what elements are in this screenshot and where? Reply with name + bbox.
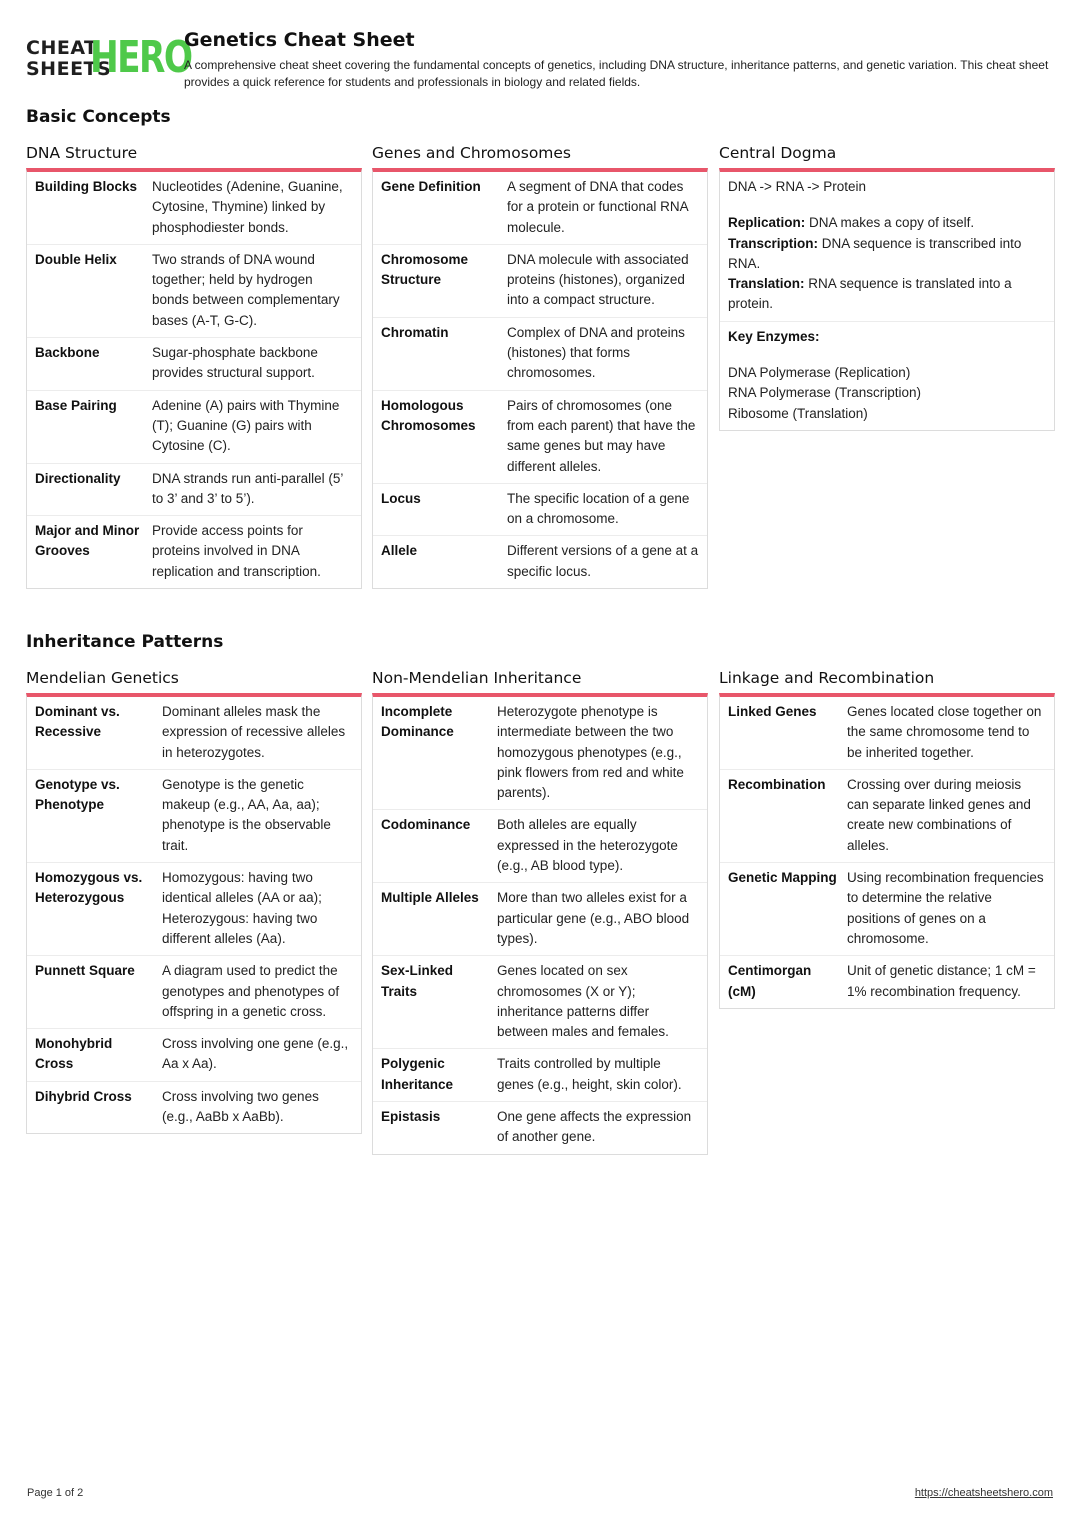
definition: Genotype is the genetic makeup (e.g., AA, Aa, aa); phenotype is the observable trait. (162, 776, 331, 853)
definition: More than two alleles exist for a particular gene (e.g., ABO blood types). (497, 890, 690, 946)
card-body (372, 168, 708, 589)
definition: Dominant alleles mask the expression of recessive alleles in heterozygotes. (162, 704, 346, 760)
card-body (26, 168, 362, 589)
card-mendelian-genetics (26, 667, 362, 1134)
table-row (720, 697, 1054, 770)
card-title: Linkage and Recombination (719, 669, 935, 687)
term: Monohybrid Cross (35, 1036, 113, 1072)
site-link[interactable]: https://cheatsheetshero.com (914, 1487, 1053, 1499)
cheatsheetshero-logo[interactable] (26, 32, 192, 83)
dogma-flow: DNA -> RNA -> Protein (728, 179, 867, 194)
definition: Nucleotides (Adenine, Guanine, Cytosine, Thymine) linked by phosphodiester bonds. (152, 179, 343, 235)
table-row (373, 536, 707, 588)
table-row (27, 1082, 361, 1134)
key-enzymes (720, 322, 1054, 430)
table-row (27, 245, 361, 338)
definition: Using recombination frequencies to determine the relative positions of genes on a chromosome. (847, 870, 1044, 946)
term: Polygenic Inheritance (381, 1056, 454, 1092)
definition: DNA strands run anti-parallel (5’ to 3’ and 3’ to 5’). (152, 470, 343, 506)
term: Double Helix (35, 251, 117, 267)
definition: DNA molecule with associated proteins (histones), organized into a compact structure. (507, 251, 689, 308)
definition: Provide access points for proteins involved in DNA replication and transcription. (152, 523, 321, 579)
central-dogma-summary (720, 172, 1054, 322)
definition: Sugar-phosphate backbone provides structural support. (152, 345, 318, 381)
transcription-label: Transcription: (728, 235, 819, 251)
definition: Complex of DNA and proteins (histones) that forms chromosomes. (507, 324, 685, 381)
card-non-mendelian-inheritance (372, 667, 708, 1155)
term: Incomplete Dominance (381, 704, 454, 740)
card-title: Genes and Chromosomes (372, 144, 572, 162)
table-row (373, 810, 707, 883)
table-row (27, 464, 361, 517)
term: Homozygous vs. Heterozygous (35, 870, 143, 906)
term: Multiple Alleles (381, 890, 479, 906)
table-row (27, 1029, 361, 1082)
card-body (26, 693, 362, 1134)
table-row (373, 172, 707, 245)
card-genes-and-chromosomes (372, 142, 708, 589)
definition: Different versions of a gene at a specific locus. (507, 543, 699, 579)
enzyme-item: RNA Polymerase (Transcription) (728, 385, 922, 401)
card-title: Mendelian Genetics (26, 669, 179, 687)
term: Recombination (728, 776, 826, 792)
page-description: A comprehensive cheat sheet covering the fundamental concepts of genetics, including DNA structure, inheritance patterns, and genetic variation. This cheat sheet provides a quick reference for students and professionals in biology and related fields. (184, 58, 1049, 89)
term: Genotype vs. Phenotype (35, 776, 120, 813)
definition: Two strands of DNA wound together; held by hydrogen bonds between complementary bases (A-T, G-C). (152, 251, 340, 328)
term: Chromatin (381, 324, 449, 340)
card-body (372, 693, 708, 1155)
table-row (373, 1102, 707, 1154)
enzyme-item: DNA Polymerase (Replication) (728, 365, 911, 381)
transcription-text: DNA sequence is transcribed into RNA. (728, 235, 1022, 271)
table-row (373, 883, 707, 956)
definition: Cross involving two genes (e.g., AaBb x AaBb). (162, 1088, 319, 1125)
table-row (373, 245, 707, 318)
replication-label: Replication: (728, 215, 806, 231)
table-row (373, 956, 707, 1049)
term: Homologous Chromosomes (381, 397, 476, 433)
term: Allele (381, 543, 418, 559)
table-row (27, 697, 361, 770)
definition: Adenine (A) pairs with Thymine (T); Guanine (G) pairs with Cytosine (C). (152, 397, 340, 454)
term: Directionality (35, 470, 121, 486)
definition: Genes located on sex chromosomes (X or Y); inheritance patterns differ between males and females. (497, 963, 669, 1040)
card-title: Non-Mendelian Inheritance (372, 669, 582, 687)
section-title-inheritance-patterns: Inheritance Patterns (26, 632, 224, 652)
definition: Traits controlled by multiple genes (e.g., height, skin color). (497, 1056, 682, 1092)
table-row (27, 172, 361, 245)
definition: A diagram used to predict the genotypes and phenotypes of offspring in a genetic cross. (162, 963, 340, 1019)
definition: The specific location of a gene on a chromosome. (507, 490, 690, 527)
table-row (27, 863, 361, 956)
term: Dominant vs. Recessive (35, 704, 120, 740)
enzyme-item: Ribosome (Translation) (728, 405, 868, 421)
term: Punnett Square (35, 963, 135, 979)
card-linkage-and-recombination (719, 667, 1055, 1009)
logo-sheets-text: SHEETS (26, 58, 112, 80)
definition: Heterozygote phenotype is intermediate between the two homozygous phenotypes (e.g., pink flowers from red and white parents). (497, 704, 684, 801)
card-title: Central Dogma (719, 144, 837, 162)
definition: Unit of genetic distance; 1 cM = 1% recombination frequency. (847, 963, 1036, 999)
definition: Crossing over during meiosis can separate linked genes and create new combinations of alleles. (847, 776, 1031, 853)
table-row (373, 697, 707, 810)
table-row (373, 1049, 707, 1102)
table-row (27, 770, 361, 863)
page-header (26, 30, 1056, 90)
card-central-dogma (719, 142, 1055, 431)
term: Dihybrid Cross (35, 1088, 132, 1104)
card-body (719, 168, 1055, 431)
term: Chromosome Structure (381, 251, 469, 288)
definition: Both alleles are equally expressed in the heterozygote (e.g., AB blood type). (497, 817, 678, 874)
term: Backbone (35, 345, 100, 361)
page-title: Genetics Cheat Sheet (184, 29, 415, 51)
translation-line (728, 274, 1046, 315)
definition: Genes located close together on the same chromosome tend to be inherited together. (847, 704, 1042, 760)
definition: Homozygous: having two identical alleles (AA or aa); Heterozygous: having two different alleles (Aa). (162, 870, 322, 946)
title-block (184, 28, 1056, 90)
card-dna-structure (26, 142, 362, 589)
translation-text: RNA sequence is translated into a protein. (728, 276, 1012, 312)
term: Sex-Linked Traits (381, 963, 454, 999)
table-row (27, 391, 361, 464)
term: Genetic Mapping (728, 870, 837, 886)
key-enzymes-label: Key Enzymes: (728, 328, 820, 344)
replication-text: DNA makes a copy of itself. (809, 215, 975, 231)
table-row (27, 338, 361, 391)
term: Linked Genes (728, 704, 817, 719)
definition: Pairs of chromosomes (one from each parent) that have the same genes but may have different alleles. (507, 397, 696, 474)
table-row (373, 391, 707, 484)
definition: Cross involving one gene (e.g., Aa x Aa). (162, 1036, 349, 1072)
table-row (720, 770, 1054, 863)
term: Locus (381, 490, 421, 506)
term: Centimorgan (cM) (728, 963, 812, 999)
term: Major and Minor Grooves (35, 523, 140, 559)
section-title-basic-concepts: Basic Concepts (26, 107, 171, 127)
definition: A segment of DNA that codes for a protein or functional RNA molecule. (507, 179, 688, 235)
transcription-line (728, 234, 1046, 275)
table-row (373, 484, 707, 537)
translation-label: Translation: (728, 276, 805, 292)
term: Gene Definition (381, 179, 481, 194)
table-row (373, 318, 707, 391)
definition: One gene affects the expression of another gene. (497, 1109, 692, 1145)
table-row (27, 516, 361, 588)
table-row (720, 863, 1054, 956)
logo-hero-text: HERO (90, 32, 192, 83)
table-row (720, 956, 1054, 1008)
term: Building Blocks (35, 179, 138, 194)
logo-cheat-text: CHEAT (26, 37, 98, 59)
replication-line (728, 213, 1046, 233)
card-title: DNA Structure (26, 144, 138, 162)
card-body (719, 693, 1055, 1009)
term: Base Pairing (35, 397, 117, 413)
page-number: Page 1 of 2 (27, 1487, 84, 1499)
term: Codominance (381, 817, 471, 833)
term: Epistasis (381, 1109, 441, 1125)
table-row (27, 956, 361, 1029)
